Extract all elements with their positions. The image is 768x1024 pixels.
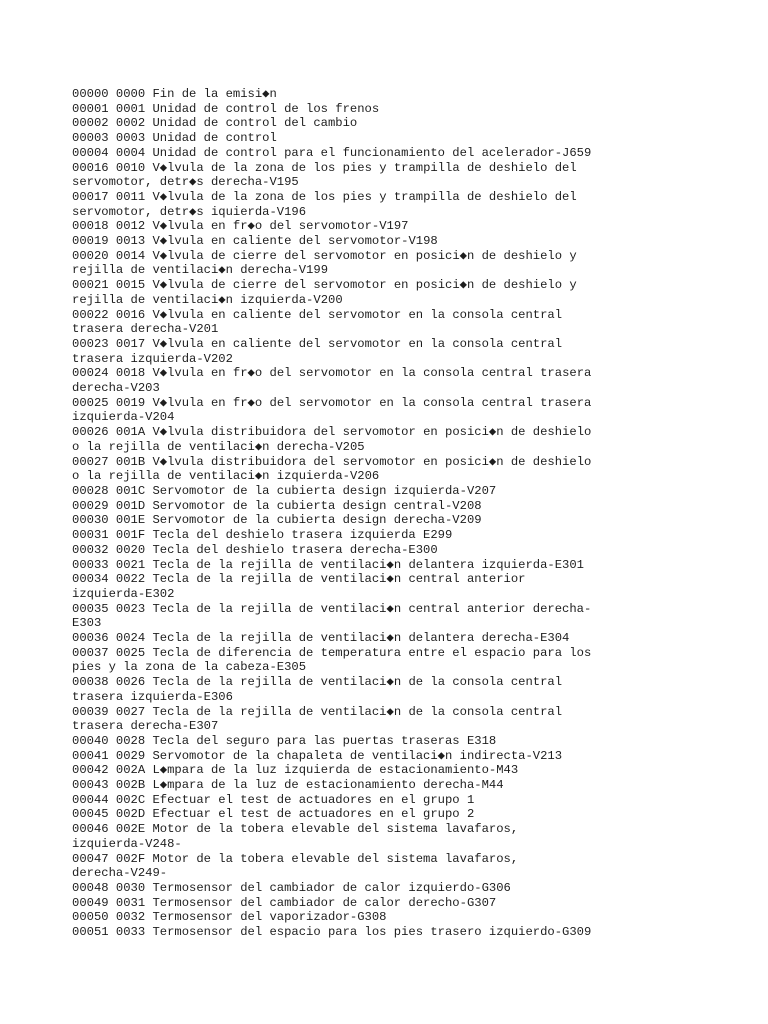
text-line: derecha-V249- bbox=[72, 866, 168, 881]
text-line: rejilla de ventilaci◆n izquierda-V200 bbox=[72, 292, 343, 307]
text-line: 00047 002F Motor de la tobera elevable del sistema lavafaros, bbox=[72, 851, 519, 866]
text-line: 00032 0020 Tecla del deshielo trasera derecha-E300 bbox=[72, 542, 438, 557]
text-line: 00048 0030 Termosensor del cambiador de calor izquierdo-G306 bbox=[72, 880, 511, 895]
text-line: pies y la zona de la cabeza-E305 bbox=[72, 660, 307, 675]
text-line: 00035 0023 Tecla de la rejilla de ventilaci◆n central anterior derecha- bbox=[72, 601, 592, 616]
text-line: 00026 001A V◆lvula distribuidora del servomotor en posici◆n de deshielo bbox=[72, 425, 592, 440]
text-line: servomotor, detr◆s iquierda-V196 bbox=[72, 204, 307, 219]
text-line: trasera izquierda-E306 bbox=[72, 689, 233, 704]
text-line: trasera izquierda-V202 bbox=[72, 351, 233, 366]
text-line: izquierda-V248- bbox=[72, 836, 182, 851]
text-line: 00043 002B L◆mpara de la luz de estacionamiento derecha-M44 bbox=[72, 778, 504, 793]
text-line: 00021 0015 V◆lvula de cierre del servomotor en posici◆n de deshielo y bbox=[72, 278, 577, 293]
text-line: 00030 001E Servomotor de la cubierta design derecha-V209 bbox=[72, 513, 482, 528]
text-line: 00039 0027 Tecla de la rejilla de ventilaci◆n de la consola central bbox=[72, 704, 563, 719]
text-line: 00018 0012 V◆lvula en fr◆o del servomotor-V197 bbox=[72, 219, 409, 234]
text-line: 00038 0026 Tecla de la rejilla de ventilaci◆n de la consola central bbox=[72, 675, 563, 690]
text-line: 00040 0028 Tecla del seguro para las puertas traseras E318 bbox=[72, 733, 497, 748]
text-line: 00024 0018 V◆lvula en fr◆o del servomotor en la consola central trasera bbox=[72, 366, 592, 381]
text-line: 00031 001F Tecla del deshielo trasera izquierda E299 bbox=[72, 528, 453, 543]
text-line: 00045 002D Efectuar el test de actuadores en el grupo 2 bbox=[72, 807, 475, 822]
text-line: 00042 002A L◆mpara de la luz izquierda de estacionamiento-M43 bbox=[72, 763, 519, 778]
text-line: 00002 0002 Unidad de control del cambio bbox=[72, 116, 358, 131]
text-line: 00034 0022 Tecla de la rejilla de ventilaci◆n central anterior bbox=[72, 572, 526, 587]
text-line: 00027 001B V◆lvula distribuidora del servomotor en posici◆n de deshielo bbox=[72, 454, 592, 469]
text-line: o la rejilla de ventilaci◆n derecha-V205 bbox=[72, 439, 365, 454]
text-line: trasera derecha-E307 bbox=[72, 719, 219, 734]
text-line: 00029 001D Servomotor de la cubierta design central-V208 bbox=[72, 498, 482, 513]
text-line: 00044 002C Efectuar el test de actuadores en el grupo 1 bbox=[72, 792, 475, 807]
text-line: 00022 0016 V◆lvula en caliente del servomotor en la consola central bbox=[72, 307, 563, 322]
text-line: 00037 0025 Tecla de diferencia de temperatura entre el espacio para los bbox=[72, 645, 592, 660]
text-line: rejilla de ventilaci◆n derecha-V199 bbox=[72, 263, 329, 278]
text-line: 00041 0029 Servomotor de la chapaleta de ventilaci◆n indirecta-V213 bbox=[72, 748, 563, 763]
text-line: 00003 0003 Unidad de control bbox=[72, 131, 277, 146]
text-line: 00036 0024 Tecla de la rejilla de ventilaci◆n delantera derecha-E304 bbox=[72, 631, 570, 646]
text-line: o la rejilla de ventilaci◆n izquierda-V206 bbox=[72, 469, 380, 484]
text-line: 00016 0010 V◆lvula de la zona de los pies y trampilla de deshielo del bbox=[72, 160, 577, 175]
text-line: 00000 0000 Fin de la emisi◆n bbox=[72, 87, 277, 101]
text-line: 00051 0033 Termosensor del espacio para los pies trasero izquierdo-G309 bbox=[72, 925, 592, 940]
text-line: 00020 0014 V◆lvula de cierre del servomotor en posici◆n de deshielo y bbox=[72, 248, 577, 263]
text-line: 00025 0019 V◆lvula en fr◆o del servomotor en la consola central trasera bbox=[72, 395, 592, 410]
text-line: 00019 0013 V◆lvula en caliente del servomotor-V198 bbox=[72, 234, 438, 249]
text-line: 00017 0011 V◆lvula de la zona de los pies y trampilla de deshielo del bbox=[72, 189, 577, 204]
text-line: 00028 001C Servomotor de la cubierta design izquierda-V207 bbox=[72, 483, 497, 498]
text-line: servomotor, detr◆s derecha-V195 bbox=[72, 175, 299, 190]
text-line: 00004 0004 Unidad de control para el funcionamiento del acelerador-J659 bbox=[72, 145, 592, 160]
document-text bbox=[72, 87, 752, 940]
text-line: 00023 0017 V◆lvula en caliente del servomotor en la consola central bbox=[72, 336, 563, 351]
text-line: 00049 0031 Termosensor del cambiador de calor derecho-G307 bbox=[72, 895, 497, 910]
text-line: 00033 0021 Tecla de la rejilla de ventilaci◆n delantera izquierda-E301 bbox=[72, 557, 584, 572]
text-line: 00046 002E Motor de la tobera elevable del sistema lavafaros, bbox=[72, 822, 519, 837]
text-line: 00001 0001 Unidad de control de los frenos bbox=[72, 101, 380, 116]
text-line: izquierda-V204 bbox=[72, 410, 175, 425]
text-line: E303 bbox=[72, 616, 102, 631]
text-line: izquierda-E302 bbox=[72, 586, 175, 601]
text-line: 00050 0032 Termosensor del vaporizador-G308 bbox=[72, 910, 387, 925]
text-line: trasera derecha-V201 bbox=[72, 322, 219, 337]
text-line: derecha-V203 bbox=[72, 381, 160, 396]
